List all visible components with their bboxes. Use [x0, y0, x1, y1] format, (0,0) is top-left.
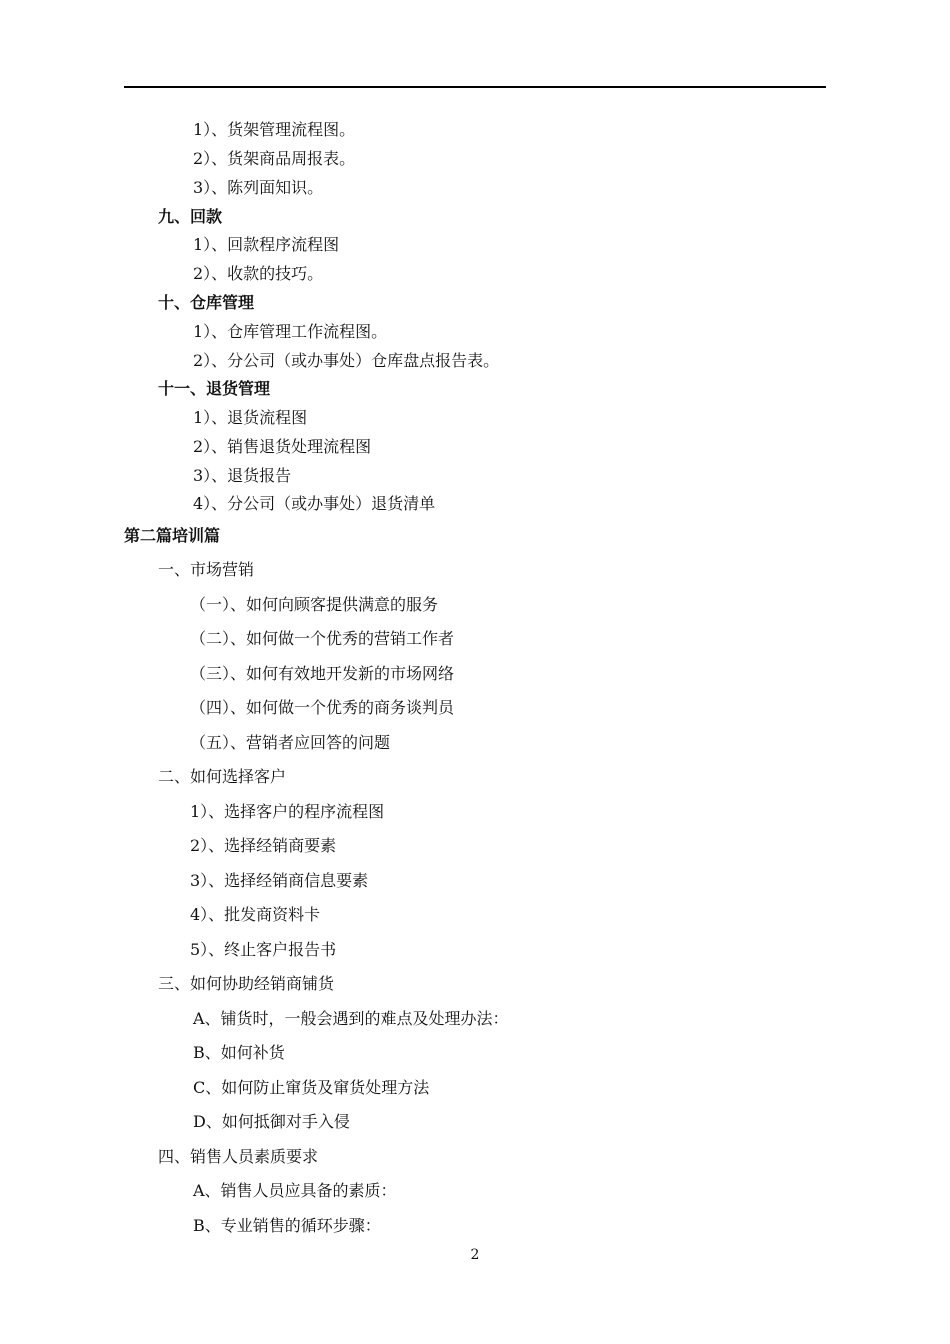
section-heading: 二、如何选择客户: [158, 767, 287, 786]
page-number: 2: [470, 1247, 480, 1263]
list-item: 1）、选择客户的程序流程图: [190, 802, 385, 821]
list-item: （五）、营销者应回答的问题: [190, 733, 391, 752]
part-heading: 第二篇培训篇: [124, 526, 221, 545]
list-item: 3）、退货报告: [193, 466, 292, 485]
list-item: 2）、选择经销商要素: [190, 836, 337, 855]
section-heading: 十一、退货管理: [158, 379, 271, 398]
list-item: B、专业销售的循环步骤：: [193, 1216, 381, 1235]
list-item: 3）、选择经销商信息要素: [190, 871, 369, 890]
list-item: D、如何抵御对手入侵: [193, 1112, 350, 1131]
list-item: C、如何防止窜货及窜货处理方法: [193, 1078, 430, 1097]
section-heading: 一、市场营销: [158, 560, 255, 579]
list-item: 2）、货架商品周报表。: [193, 149, 356, 168]
list-item: （二）、如何做一个优秀的营销工作者: [190, 629, 455, 648]
section-heading: 十、仓库管理: [158, 293, 255, 312]
list-item: 2）、销售退货处理流程图: [193, 437, 372, 456]
section-heading: 四、销售人员素质要求: [158, 1147, 319, 1166]
list-item: B、如何补货: [193, 1043, 285, 1062]
section-heading: 九、回款: [158, 207, 223, 226]
list-item: （三）、如何有效地开发新的市场网络: [190, 664, 455, 683]
list-item: A、铺货时，一般会遇到的难点及处理办法：: [193, 1009, 509, 1028]
list-item: 1）、货架管理流程图。: [193, 120, 356, 139]
list-item: （一）、如何向顾客提供满意的服务: [190, 595, 439, 614]
list-item: 1）、仓库管理工作流程图。: [193, 322, 388, 341]
list-item: 1）、回款程序流程图: [193, 235, 340, 254]
header-rule: [124, 86, 826, 88]
list-item: A、销售人员应具备的素质：: [193, 1181, 397, 1200]
section-heading: 三、如何协助经销商铺货: [158, 974, 335, 993]
list-item: 5）、终止客户报告书: [190, 940, 337, 959]
list-item: 4）、分公司（或办事处）退货清单: [193, 494, 436, 513]
list-item: （四）、如何做一个优秀的商务谈判员: [190, 698, 455, 717]
list-item: 4）、批发商资料卡: [190, 905, 321, 924]
list-item: 2）、收款的技巧。: [193, 264, 324, 283]
list-item: 3）、陈列面知识。: [193, 178, 324, 197]
list-item: 1）、退货流程图: [193, 408, 308, 427]
list-item: 2）、分公司（或办事处）仓库盘点报告表。: [193, 351, 500, 370]
